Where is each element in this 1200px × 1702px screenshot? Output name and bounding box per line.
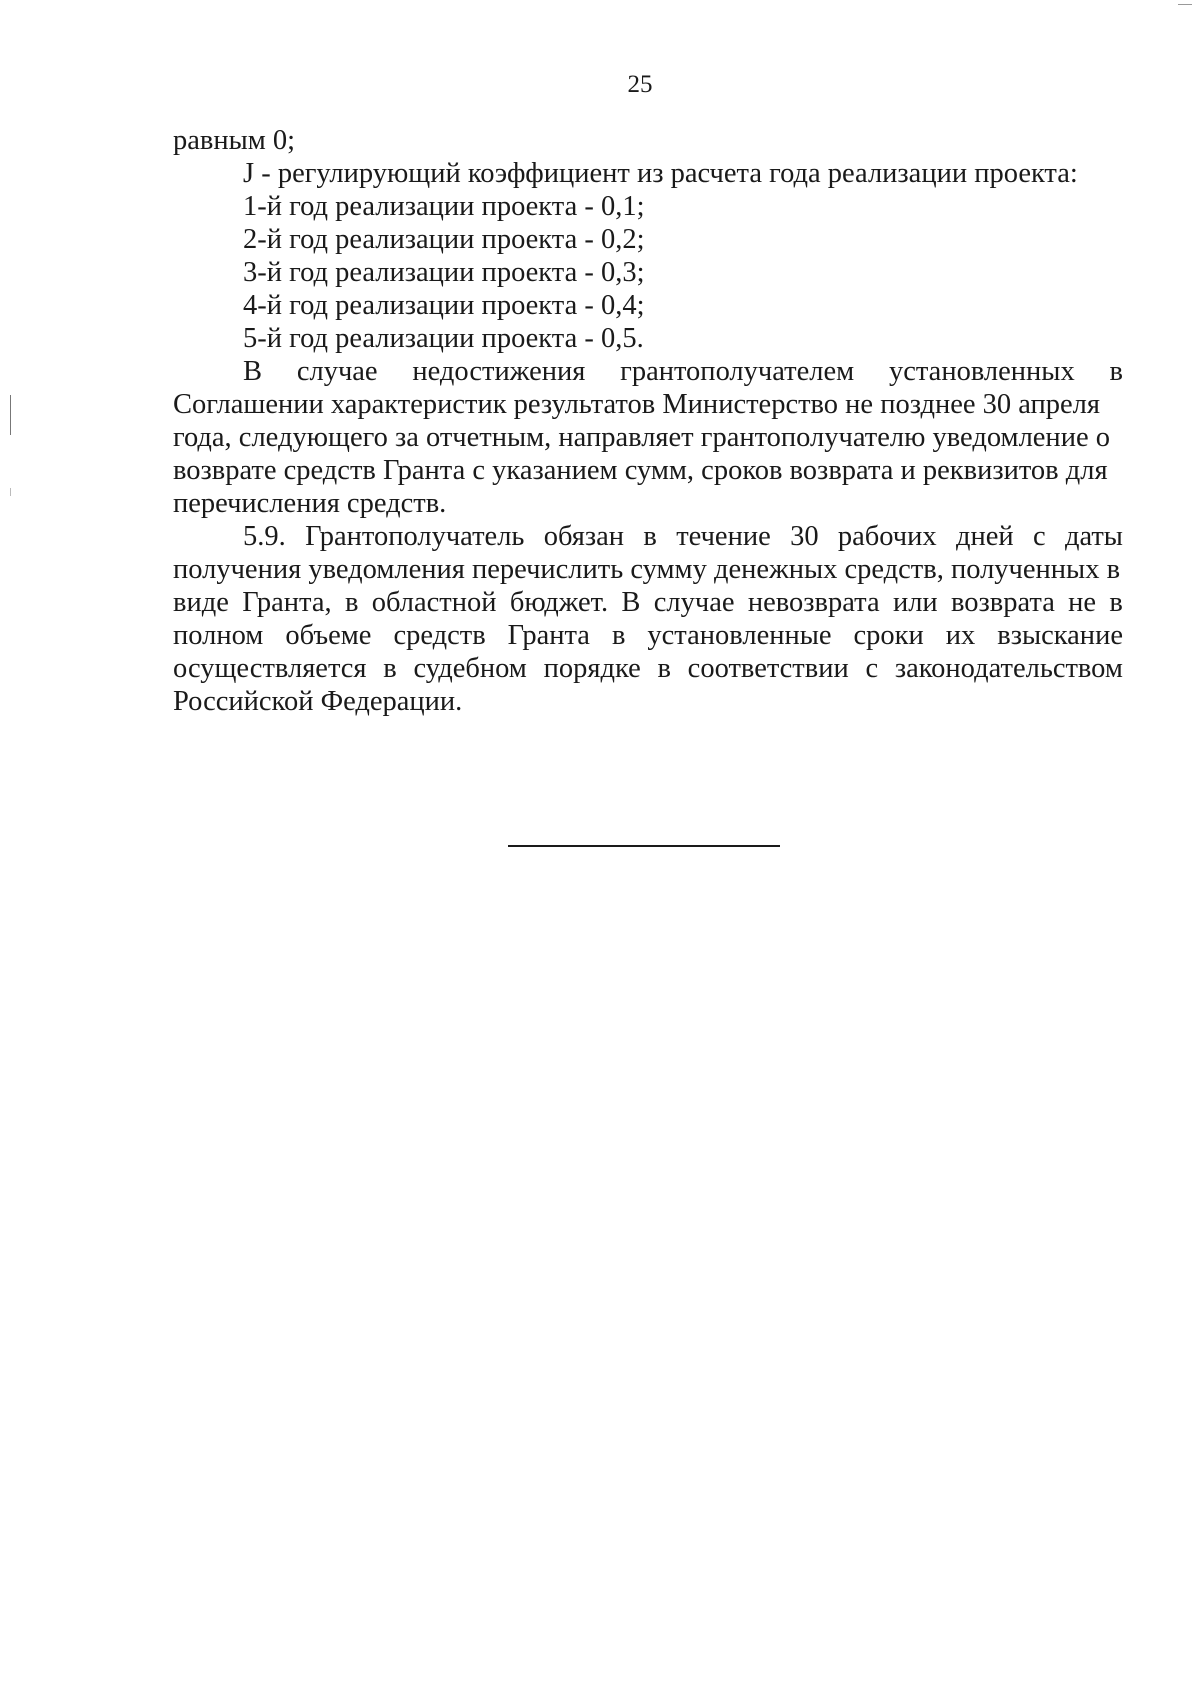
- word: судебном: [413, 653, 527, 684]
- word: в: [611, 620, 626, 651]
- word: взыскание: [997, 620, 1123, 651]
- text-line: перечисления средств.: [173, 488, 447, 519]
- list-item: 3-й год реализации проекта - 0,3;: [243, 257, 645, 288]
- text-line: года, следующего за отчетным, направляет грантополучателю уведомление о: [173, 422, 1110, 453]
- text-line: Российской Федерации.: [173, 686, 463, 717]
- end-of-document-rule: [508, 845, 780, 847]
- word: не: [1068, 587, 1097, 618]
- word: возврата: [951, 587, 1055, 618]
- list-item: 2-й год реализации проекта - 0,2;: [243, 224, 645, 255]
- word: установленные: [647, 620, 832, 651]
- word: Грантополучатель: [305, 521, 525, 552]
- word: в: [344, 587, 359, 618]
- word: бюджет.: [509, 587, 609, 618]
- word: в: [657, 653, 671, 684]
- word: невозврата: [747, 587, 880, 618]
- word: полном: [173, 620, 264, 651]
- word: 5.9.: [243, 521, 286, 552]
- text-line: J - регулирующий коэффициент из расчета года реализации проекта:: [243, 158, 1078, 189]
- word: даты: [1064, 521, 1123, 552]
- word: с: [1032, 521, 1046, 552]
- word: их: [945, 620, 976, 651]
- word: в: [383, 653, 397, 684]
- word: осуществляется: [173, 653, 367, 684]
- justified-line: [173, 355, 1123, 388]
- word: установленных: [888, 356, 1075, 387]
- word: обязан: [543, 521, 625, 552]
- word: объеме: [285, 620, 372, 651]
- word: или: [892, 587, 938, 618]
- paragraph-5-9: [173, 520, 1123, 718]
- word: порядке: [543, 653, 641, 684]
- document-body: [173, 124, 1123, 718]
- word: случае: [653, 587, 735, 618]
- list-item: 4-й год реализации проекта - 0,4;: [243, 290, 645, 321]
- list-item: 5-й год реализации проекта - 0,5.: [243, 323, 644, 354]
- list-item: 1-й год реализации проекта - 0,1;: [243, 191, 645, 222]
- word: средств: [393, 620, 486, 651]
- word: виде: [173, 587, 229, 618]
- word: соответствии: [687, 653, 849, 684]
- word: Гранта: [507, 620, 590, 651]
- word: сроки: [853, 620, 924, 651]
- word: случае: [296, 356, 378, 387]
- word: недостижения: [412, 356, 586, 387]
- word: в: [1109, 356, 1123, 387]
- scan-artifact-left-small: [10, 488, 11, 496]
- page-number: 25: [627, 71, 653, 98]
- scan-artifact-left: [10, 395, 11, 435]
- word: грантополучателем: [620, 356, 855, 387]
- word: В: [621, 587, 641, 618]
- text-line: равным 0;: [173, 125, 296, 156]
- word: В: [243, 356, 263, 387]
- text-line: Соглашении характеристик результатов Министерство не позднее 30 апреля: [173, 389, 1101, 420]
- text-line: получения уведомления перечислить сумму денежных средств, полученных в: [173, 554, 1121, 585]
- scan-artifact-corner: [1178, 4, 1192, 5]
- paragraph-refund-notice: [173, 355, 1123, 520]
- word: с: [865, 653, 879, 684]
- word: дней: [955, 521, 1014, 552]
- word: Гранта,: [242, 587, 332, 618]
- justified-line: [173, 586, 1123, 619]
- word: областной: [371, 587, 497, 618]
- word: в: [1109, 587, 1123, 618]
- text-line: возврате средств Гранта с указанием сумм, сроков возврата и реквизитов для: [173, 455, 1108, 486]
- word: рабочих: [837, 521, 937, 552]
- justified-line: [173, 619, 1123, 652]
- word: законодательством: [894, 653, 1123, 684]
- justified-line: [173, 652, 1123, 685]
- word: 30: [790, 521, 819, 552]
- word: в: [643, 521, 657, 552]
- word: течение: [676, 521, 771, 552]
- justified-line: [173, 520, 1123, 553]
